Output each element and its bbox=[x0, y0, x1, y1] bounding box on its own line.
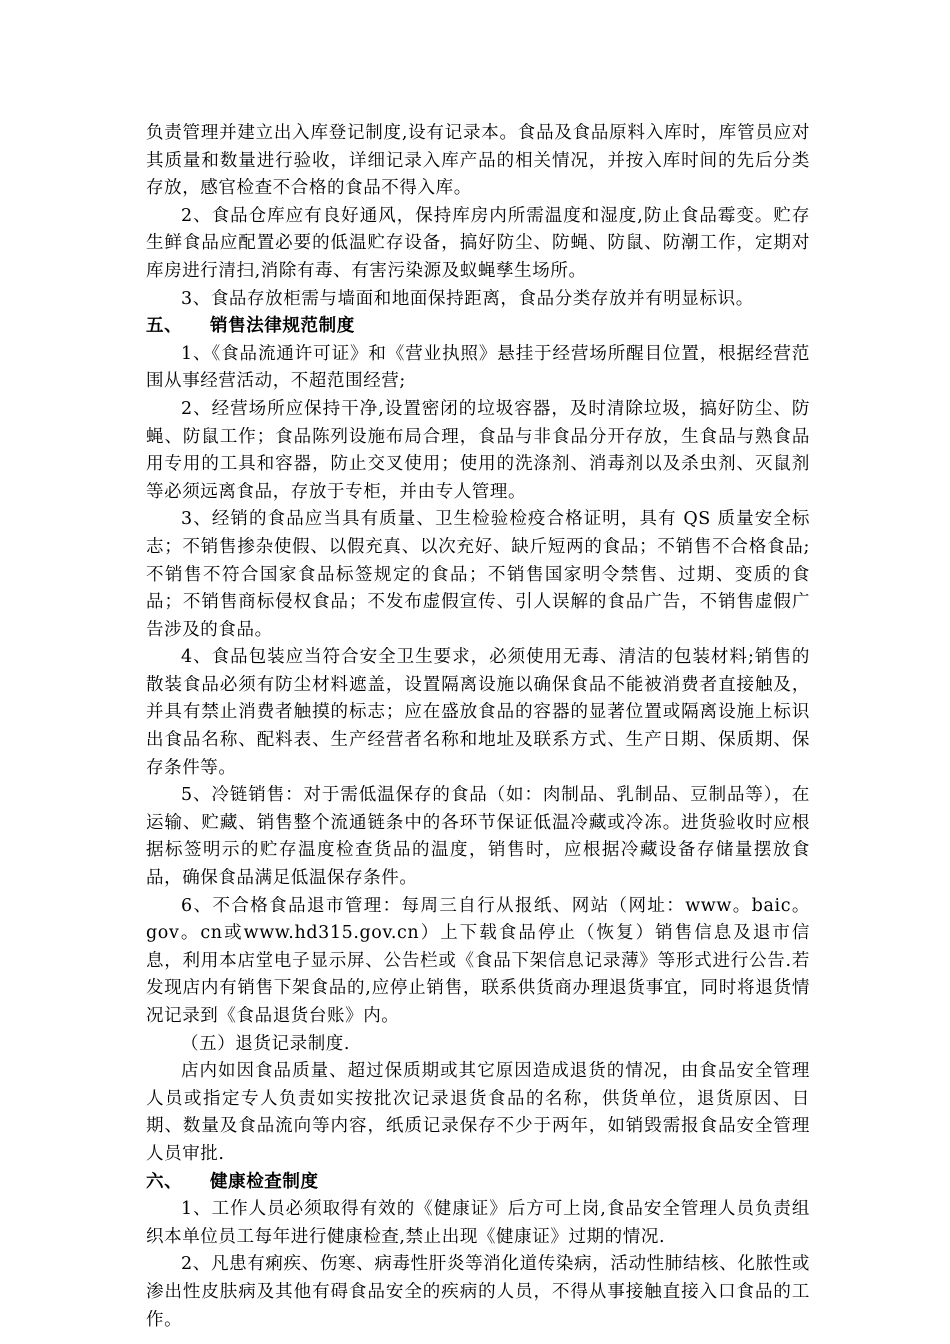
section-title: 健康检查制度 bbox=[210, 1171, 319, 1192]
section-heading-health-check bbox=[146, 1169, 810, 1197]
paragraph-recall-management: 6、不合格食品退市管理：每周三自行从报纸、网站（网址：www。baic。gov。cn或www.hd315.gov.cn）上下载食品停止（恢复）销售信息及退市信息，利用本店堂电子显示屏、公告栏或《食品下架信息记录薄》等形式进行公告.若发现店内有销售下架食品的,应停止销售，联系供货商办理退货事宜，同时将退货情况记录到《食品退货台账》内。 bbox=[146, 895, 810, 1026]
paragraph-packaging: 4、食品包装应当符合安全卫生要求，必须使用无毒、清洁的包装材料;销售的散装食品必须有防尘材料遮盖，设置隔离设施以确保食品不能被消费者直接触及，并具有禁止消费者触摸的标志；应在盛放食品的容器的显著位置或隔离设施上标识出食品名称、配料表、生产经营者名称和地址及联系方式、生产日期、保质期、保存条件等。 bbox=[146, 647, 810, 778]
paragraph-warehouse-ventilation: 2、食品仓库应有良好通风，保持库房内所需温度和湿度,防止食品霉变。贮存生鲜食品应配置必要的低温贮存设备，搞好防尘、防蝇、防鼠、防潮工作，定期对库房进行清扫,消除有毒、有害污染源及蚁蝇孳生场所。 bbox=[146, 205, 810, 281]
paragraph-qualified-goods: 3、经销的食品应当具有质量、卫生检验检疫合格证明，具有 QS 质量安全标志；不销售掺杂使假、以假充真、以次充好、缺斤短两的食品；不销售不合格食品;不销售不符合国家食品标签规定的食品；不销售国家明令禁售、过期、变质的食品；不销售商标侵权食品；不发布虚假宣传、引人误解的食品广告，不销售虚假广告涉及的食品。 bbox=[146, 509, 810, 640]
paragraph-storage-registration: 负责管理并建立出入库登记制度,设有记录本。食品及食品原料入库时，库管员应对其质量和数量进行验收，详细记录入库产品的相关情况，并按入库时间的先后分类存放，感官检查不合格的食品不得入库。 bbox=[146, 123, 810, 199]
section-number: 五、 bbox=[146, 316, 183, 337]
paragraph-premises-hygiene: 2、经营场所应保持干净,设置密闭的垃圾容器，及时清除垃圾，搞好防尘、防蝇、防鼠工作；食品陈列设施布局合理，食品与非食品分开存放，生食品与熟食品用专用的工具和容器，防止交叉使用；使用的洗涤剂、消毒剂以及杀虫剂、灭鼠剂等必须远离食品，存放于专柜，并由专人管理。 bbox=[146, 398, 810, 502]
paragraph-return-record: 店内如因食品质量、超过保质期或其它原因造成退货的情况，由食品安全管理人员或指定专人负责如实按批次记录退货食品的名称，供货单位，退货原因、日期、数量及食品流向等内容，纸质记录保存不少于两年，如销毁需报食品安全管理人员审批. bbox=[146, 1061, 810, 1164]
paragraph-license-display: 1、《食品流通许可证》和《营业执照》悬挂于经营场所醒目位置，根据经营范围从事经营活动，不超范围经营; bbox=[146, 343, 810, 392]
document-page bbox=[146, 120, 810, 1334]
paragraph-return-record-title: （五）退货记录制度. bbox=[181, 1033, 351, 1054]
paragraph-health-certificate: 1、工作人员必须取得有效的《健康证》后方可上岗,食品安全管理人员负责组织本单位员工每年进行健康检查,禁止出现《健康证》过期的情况. bbox=[146, 1199, 810, 1247]
section-number: 六、 bbox=[146, 1171, 183, 1192]
paragraph-cold-chain: 5、冷链销售：对于需低温保存的食品（如：肉制品、乳制品、豆制品等），在运输、贮藏、销售整个流通链条中的各环节保证低温冷藏或冷冻。进货验收时应根据标签明示的贮存温度检查货品的温度，销售时，应根据冷藏设备存储量摆放食品，确保食品满足低温保存条件。 bbox=[146, 785, 810, 889]
section-title: 销售法律规范制度 bbox=[210, 316, 355, 337]
section-heading-sales-regulations bbox=[146, 313, 810, 341]
paragraph-disease-restriction: 2、凡患有痢疾、伤寒、病毒性肝炎等消化道传染病，活动性肺结核、化脓性或渗出性皮肤病及其他有碍食品安全的疾病的人员，不得从事接触直接入口食品的工作。 bbox=[146, 1254, 810, 1330]
paragraph-storage-distance: 3、食品存放柜需与墙面和地面保持距离，食品分类存放并有明显标识。 bbox=[181, 288, 754, 309]
